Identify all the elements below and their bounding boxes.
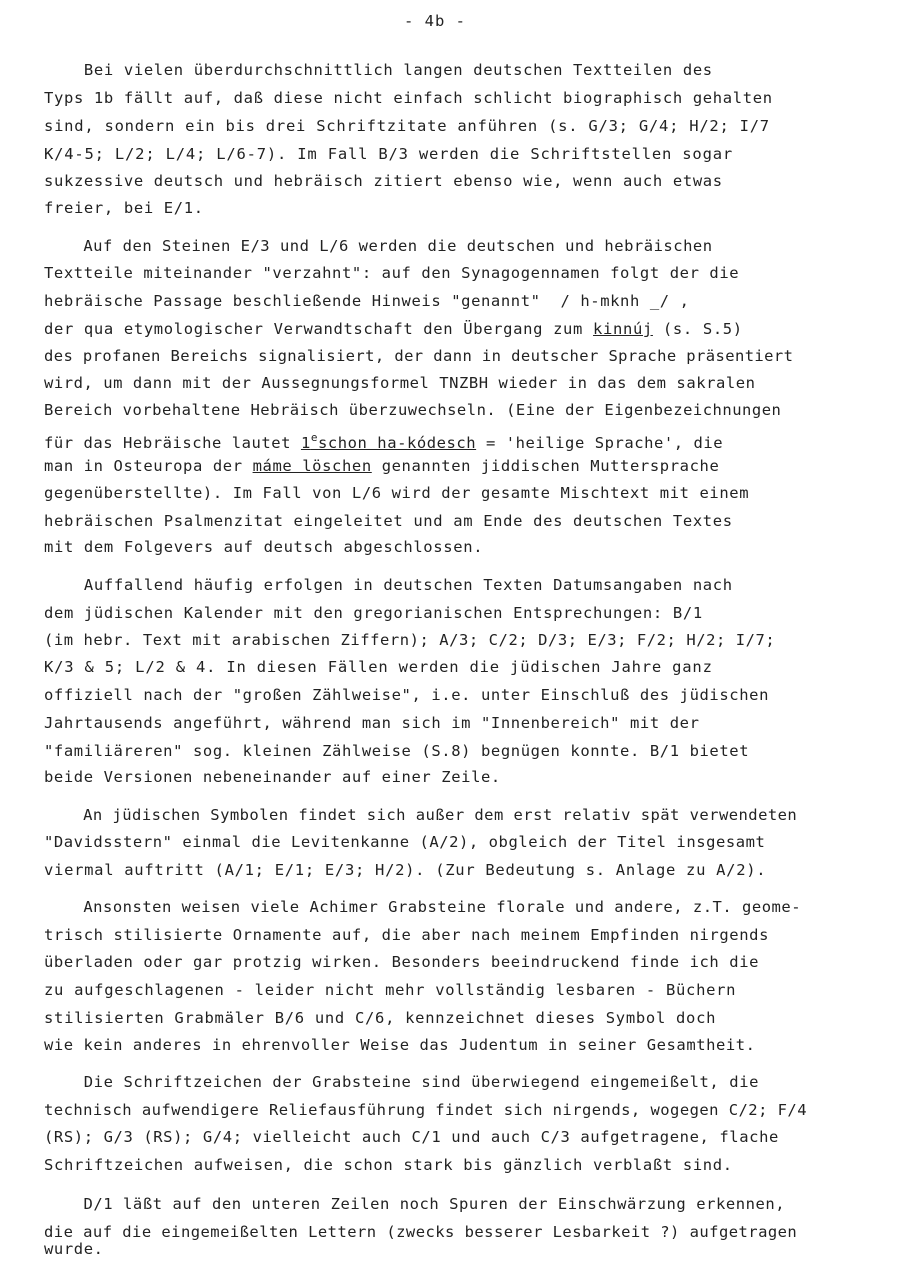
text-line: stilisierten Grabmäler B/6 und C/6, kennzeichnet dieses Symbol doch [44,1009,717,1027]
text-line: D/1 läßt auf den unteren Zeilen noch Spuren der Einschwärzung erkennen, [44,1195,786,1213]
underlined-term: máme löschen [252,457,372,475]
text-segment: für das Hebräische lautet [44,434,292,452]
term-text: schon ha-kódesch [318,434,477,452]
text-line: beide Versionen nebeneinander auf einer Zeile. [44,768,501,786]
text-line: dem jüdischen Kalender mit den gregorianischen Entsprechungen: B/1 [44,604,703,622]
text-line: Auf den Steinen E/3 und L/6 werden die deutschen und hebräischen [44,237,713,255]
text-line: Jahrtausends angeführt, während man sich im "Innenbereich" mit der [44,714,700,732]
text-line: (im hebr. Text mit arabischen Ziffern); A/3; C/2; D/3; E/3; F/2; H/2; I/7; [44,631,776,649]
text-line: sind, sondern ein bis drei Schriftzitate anführen (s. G/3; G/4; H/2; I/7 [44,117,770,135]
text-segment: = 'heilige Sprache', die [476,434,724,452]
text-line: zu aufgeschlagenen - leider nicht mehr vollständig lesbaren - Büchern [44,981,737,999]
underlined-term: kinnúj [593,320,653,338]
text-segment: _/ , [639,292,690,310]
text-line: Bereich vorbehaltene Hebräisch überzuwechseln. (Eine der Eigenbezeichnungen [44,401,782,419]
text-segment: man in Osteuropa der [44,457,243,475]
text-line [44,318,743,340]
text-line: technisch aufwendigere Reliefausführung findet sich nirgends, wogegen C/2; F/4 [44,1101,807,1119]
text-line: mit dem Folgevers auf deutsch abgeschlossen. [44,538,484,556]
text-line: Ansonsten weisen viele Achimer Grabsteine florale und andere, z.T. geome- [44,898,802,916]
text-line: sukzessive deutsch und hebräisch zitiert ebenso wie, wenn auch etwas [44,172,723,190]
text-line: des profanen Bereichs signalisiert, der dann in deutscher Sprache präsentiert [44,347,794,365]
text-line: wird, um dann mit der Aussegnungsformel TNZBH wieder in das dem sakralen [44,374,756,392]
text-line [44,455,719,477]
transliterated-term: h-mknh [580,292,640,310]
text-line: Schriftzeichen aufweisen, die schon stark bis gänzlich verblaßt sind. [44,1156,733,1174]
text-line: die auf die eingemeißelten Lettern (zwecks besserer Lesbarkeit ?) aufgetragen [44,1223,798,1241]
underlined-term [300,431,477,452]
text-segment: hebräische Passage beschließende Hinweis "genannt" [44,292,541,310]
text-line: Textteile miteinander "verzahnt": auf den Synagogennamen folgt der die [44,264,740,282]
term-superscript: e [310,431,319,444]
term-letter: 1 [300,434,311,452]
text-line: hebräischen Psalmenzitat eingeleitet und am Ende des deutschen Textes [44,512,733,530]
text-segment: (s. S.5) [652,320,743,338]
text-segment: der qua etymologischer Verwandtschaft den Übergang zum [44,320,584,338]
text-line [44,427,724,452]
text-line: K/4-5; L/2; L/4; L/6-7). Im Fall B/3 werden die Schriftstellen sogar [44,145,733,163]
text-line: Auffallend häufig erfolgen in deutschen Texten Datumsangaben nach [44,576,733,594]
text-line: offiziell nach der "großen Zählweise", i.e. unter Einschluß des jüdischen [44,686,770,704]
text-line: Typs 1b fällt auf, daß diese nicht einfach schlicht biographisch gehalten [44,89,773,107]
text-line: freier, bei E/1. [44,199,204,217]
text-line: überladen oder gar protzig wirken. Besonders beeindruckend finde ich die [44,953,760,971]
text-segment: / [540,292,571,310]
text-segment: genannten jiddischen Muttersprache [371,457,720,475]
text-line: viermal auftritt (A/1; E/1; E/3; H/2). (Zur Bedeutung s. Anlage zu A/2). [44,861,767,879]
text-line: trisch stilisierte Ornamente auf, die aber nach meinem Empfinden nirgends [44,926,770,944]
text-line: An jüdischen Symbolen findet sich außer dem erst relativ spät verwendeten [44,806,798,824]
text-line: Die Schriftzeichen der Grabsteine sind überwiegend eingemeißelt, die [44,1073,760,1091]
text-line: Bei vielen überdurchschnittlich langen deutschen Textteilen des [44,61,713,79]
text-line: wurde. [44,1240,104,1258]
page-number: - 4b - [404,12,466,30]
text-line: "familiäreren" sog. kleinen Zählweise (S.8) begnügen konnte. B/1 bietet [44,742,750,760]
text-line: K/3 & 5; L/2 & 4. In diesen Fällen werden die jüdischen Jahre ganz [44,658,713,676]
text-line: (RS); G/3 (RS); G/4; vielleicht auch C/1 und auch C/3 aufgetragene, flache [44,1128,779,1146]
text-line: wie kein anderes in ehrenvoller Weise das Judentum in seiner Gesamtheit. [44,1036,756,1054]
text-line [44,290,690,312]
text-line: gegenüberstellte). Im Fall von L/6 wird der gesamte Mischtext mit einem [44,484,750,502]
text-line: "Davidsstern" einmal die Levitenkanne (A/2), obgleich der Titel insgesamt [44,833,766,851]
